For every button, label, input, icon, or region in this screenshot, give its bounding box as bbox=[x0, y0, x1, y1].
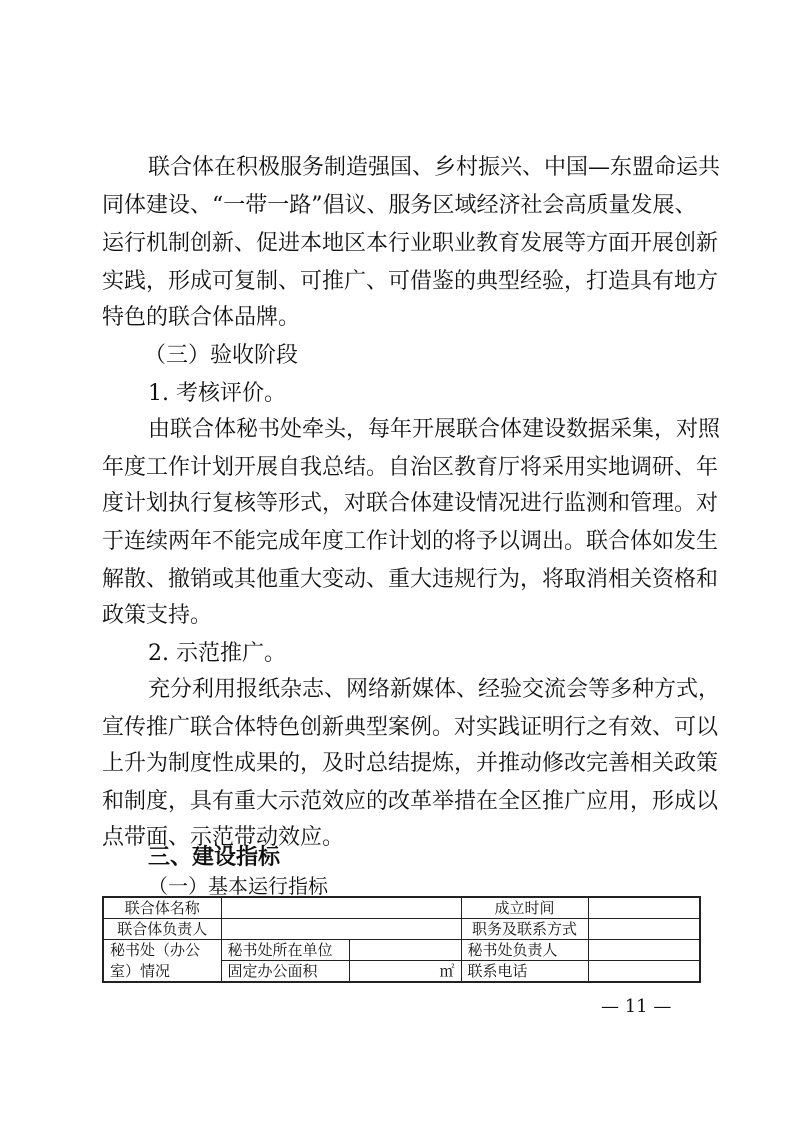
paragraph-line: 实践，形成可复制、可推广、可借鉴的典型经验，打造具有地方 bbox=[102, 269, 719, 294]
item-heading: 2. 示范推广。 bbox=[148, 641, 286, 666]
paragraph-line: 运行机制创新、促进本地区本行业职业教育发展等方面开展创新 bbox=[102, 231, 719, 256]
paragraph-line: 联合体在积极服务制造强国、乡村振兴、中国—东盟命运共 bbox=[148, 155, 721, 180]
table-cell[interactable] bbox=[588, 897, 700, 919]
table-cell: 联合体名称 bbox=[103, 897, 221, 919]
table-cell: 职务及联系方式 bbox=[461, 919, 588, 940]
paragraph-line: 度计划执行复核等形式，对联合体建设情况进行监测和管理。对 bbox=[102, 491, 719, 516]
paragraph-line: 于连续两年不能完成年度工作计划的将予以调出。联合体如发生 bbox=[102, 529, 719, 554]
table-cell: 固定办公面积 bbox=[221, 961, 349, 983]
basic-indicators-table bbox=[102, 896, 701, 983]
table-row bbox=[103, 940, 700, 961]
table-cell[interactable] bbox=[221, 897, 461, 919]
paragraph-line: 同体建设、“一带一路”倡议、服务区域经济社会高质量发展、 bbox=[102, 193, 697, 218]
table-caption: （一）基本运行指标 bbox=[148, 874, 328, 898]
subsection-heading: （三）验收阶段 bbox=[144, 343, 299, 368]
table-cell: 联系电话 bbox=[461, 961, 588, 983]
paragraph-line: 和制度，具有重大示范效应的改革举措在全区推广应用，形成以 bbox=[102, 789, 719, 814]
paragraph-line: 特色的联合体品牌。 bbox=[102, 305, 301, 330]
paragraph-line: 年度工作计划开展自我总结。自治区教育厅将采用实地调研、年 bbox=[102, 455, 719, 480]
table-cell[interactable] bbox=[588, 961, 700, 983]
paragraph-line: 政策支持。 bbox=[102, 603, 213, 628]
table-row bbox=[103, 897, 700, 919]
section-heading: 三、建设指标 bbox=[148, 845, 281, 870]
page-number: — 11 — bbox=[601, 996, 672, 1017]
paragraph-line: 充分利用报纸杂志、网络新媒体、经验交流会等多种方式， bbox=[148, 677, 721, 702]
item-heading: 1. 考核评价。 bbox=[148, 381, 286, 406]
table-cell[interactable] bbox=[588, 919, 700, 940]
table-cell: 成立时间 bbox=[461, 897, 588, 919]
table-cell: 秘书处负责人 bbox=[461, 940, 588, 961]
table-cell: ㎡ bbox=[349, 961, 461, 983]
table-cell: 秘书处所在单位 bbox=[221, 940, 349, 961]
paragraph-line: 由联合体秘书处牵头，每年开展联合体建设数据采集，对照 bbox=[148, 417, 721, 442]
table-cell: 联合体负责人 bbox=[103, 919, 221, 940]
table-cell[interactable] bbox=[349, 940, 461, 961]
table-cell: 室）情况 bbox=[103, 961, 221, 983]
paragraph-line: 点带面、示范带动效应。 bbox=[102, 825, 345, 850]
table-row bbox=[103, 919, 700, 940]
table-row bbox=[103, 961, 700, 983]
table-cell[interactable] bbox=[221, 919, 461, 940]
table-cell[interactable] bbox=[588, 940, 700, 961]
paragraph-line: 宣传推广联合体特色创新典型案例。对实践证明行之有效、可以 bbox=[102, 715, 719, 740]
paragraph-line: 上升为制度性成果的，及时总结提炼，并推动修改完善相关政策 bbox=[102, 751, 719, 776]
paragraph-line: 解散、撤销或其他重大变动、重大违规行为，将取消相关资格和 bbox=[102, 567, 719, 592]
table-cell: 秘书处（办公 bbox=[103, 940, 221, 961]
